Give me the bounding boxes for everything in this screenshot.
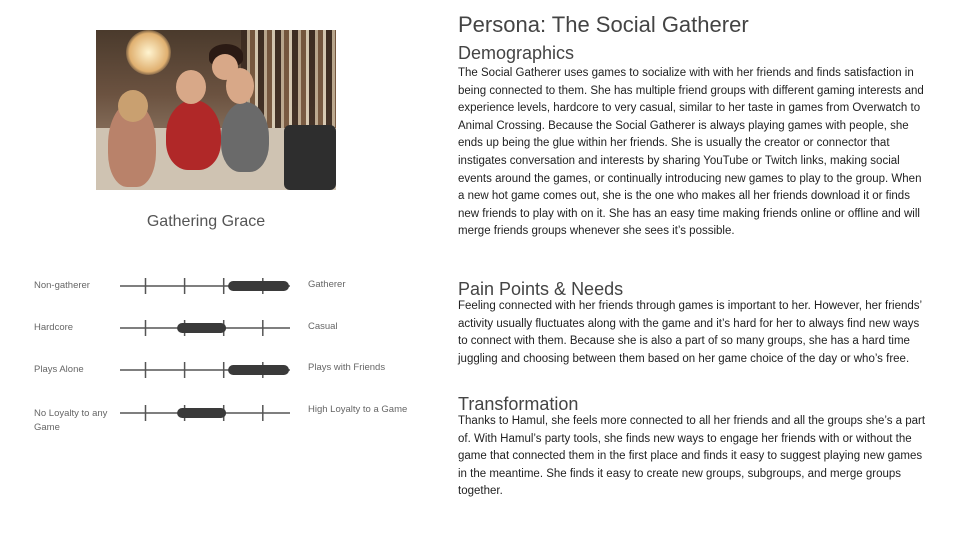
scale-left-label: No Loyalty to any Game [34, 408, 108, 433]
scale-right-label: High Loyalty to a Game [308, 404, 408, 415]
scale-left-label: Plays Alone [34, 364, 84, 375]
scale-track [120, 360, 300, 380]
demographics-heading: Demographics [458, 43, 575, 63]
scale-track [120, 403, 300, 423]
transformation-text: Thanks to Hamul, she feels more connected to all her friends and all the groups she’s a part of. With Hamul’s party tools, she finds new ways to engage her friends with or without the game that connected them in the first place and finds it easy to suggest playing new games in the meantime. She finds it easy to create new groups, subgroups, and merge groups together. [458, 415, 926, 498]
transformation-heading: Transformation [458, 394, 579, 414]
scale-right-label: Plays with Friends [308, 362, 386, 373]
persona-name: Gathering Grace [146, 213, 266, 230]
pain-points-heading: Pain Points & Needs [458, 279, 624, 299]
scale-track [120, 276, 300, 296]
scale-right-label: Casual [308, 321, 338, 332]
scale-track [120, 318, 300, 338]
scale-left-label: Hardcore [34, 322, 74, 333]
scale-row-gatherer [34, 276, 434, 306]
scale-right-label: Gatherer [308, 279, 346, 290]
page-title: Persona: The Social Gatherer [458, 12, 749, 37]
demographics-text: The Social Gatherer uses games to socialize with with her friends and finds satisfaction in being connected to them. She has multiple friend groups with different gaming interests and experience levels, hardcore to very casual, similar to her taste in games from Overwatch to Animal Crossing. Because the Social Gatherer is always playing games with people, she ends up being the glue within her friends. She is usually the creator or connector that instigates conversation and interests by sharing YouTube or Twitch links, making social events around the games, or continually introducing new games to play to the group. When a new hot game comes out, she is the one who makes all her friends download it or finds new friends to play with on it. She has an easy time making friends online or offline and will merge friends groups whenever she sees it’s possible. [458, 67, 924, 238]
scale-left-label: Non-gatherer [34, 280, 90, 291]
scale-row-casual [34, 318, 434, 348]
pain-points-text: Feeling connected with her friends through games is important to her. However, her friends’ activity usually fluctuates along with the game and it’s hard for her to always find new ways to connect with them. Because she is also a part of so many groups, she has a hard time juggling and choosing between them based on her game choice of the day or who’s free. [458, 300, 922, 365]
persona-photo [96, 30, 336, 190]
scale-row-loyalty [34, 403, 434, 433]
scale-row-friends [34, 360, 434, 390]
